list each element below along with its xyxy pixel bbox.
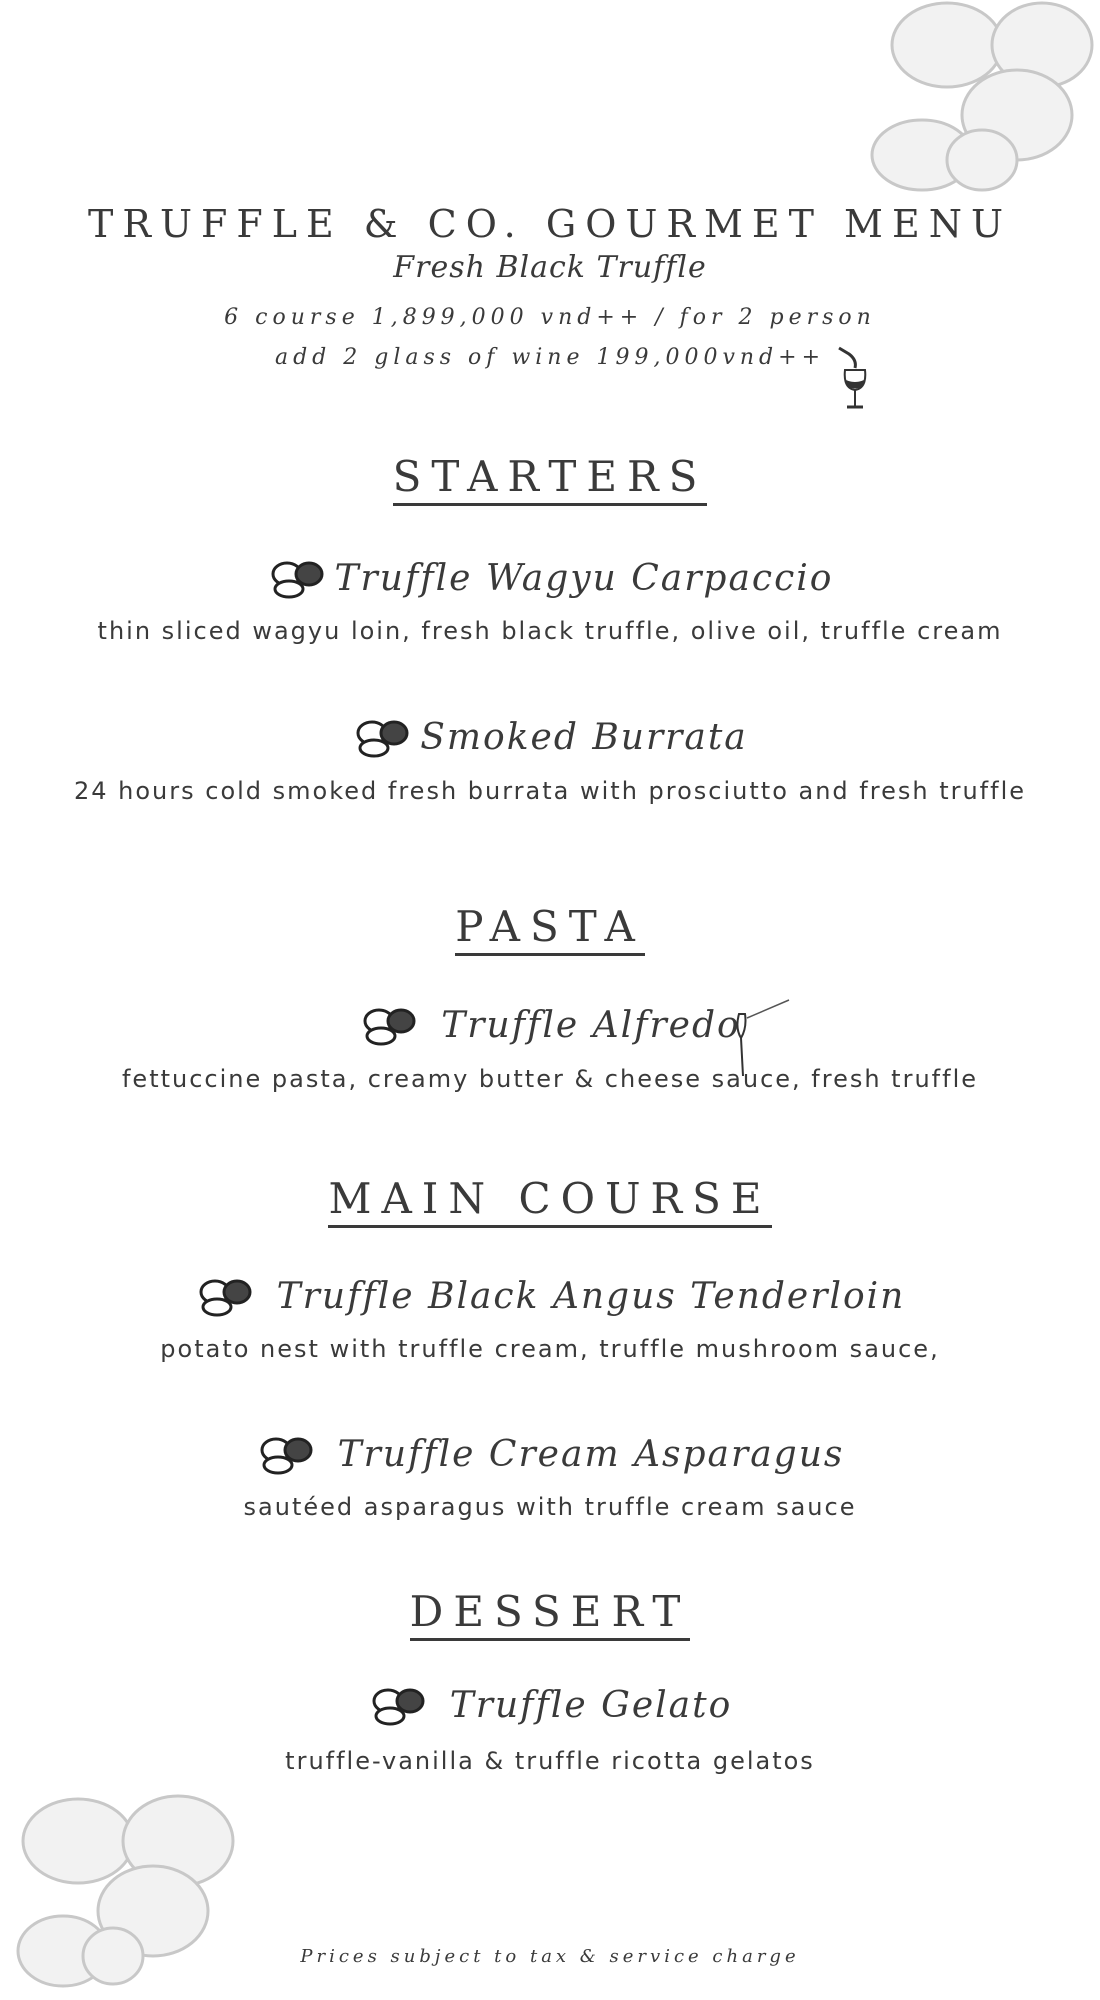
menu-title: TRUFFLE & CO. GOURMET MENU bbox=[88, 202, 1012, 246]
section-title-main-course: MAIN COURSE bbox=[0, 1174, 1100, 1223]
dish-description: 24 hours cold smoked fresh burrata with prosciutto and fresh truffle bbox=[73, 777, 1027, 805]
dish-name: Truffle Alfredo bbox=[441, 1005, 741, 1046]
truffle-icon bbox=[195, 1277, 255, 1317]
footer-note: Prices subject to tax & service charge bbox=[300, 1946, 800, 1967]
dish-name: Truffle Gelato bbox=[449, 1685, 733, 1726]
dish-description: sautéed asparagus with truffle cream sauce bbox=[243, 1493, 857, 1521]
section-title-pasta: PASTA bbox=[0, 902, 1100, 951]
price-line: 6 course 1,899,000 vnd++ / for 2 person bbox=[224, 305, 876, 330]
wine-line: add 2 glass of wine 199,000vnd++ bbox=[274, 345, 826, 370]
truffle-icon bbox=[359, 1006, 419, 1046]
menu-subtitle: Fresh Black Truffle bbox=[393, 250, 707, 285]
dish-name: Truffle Cream Asparagus bbox=[337, 1434, 845, 1475]
truffle-illustration-top bbox=[867, 0, 1097, 195]
truffle-icon bbox=[352, 718, 412, 758]
wine-glass-icon bbox=[835, 344, 875, 412]
dish-wagyu-carpaccio bbox=[0, 558, 1100, 599]
section-title-starters: STARTERS bbox=[0, 452, 1100, 501]
dish-angus-tenderloin bbox=[0, 1276, 1100, 1317]
dish-truffle-gelato bbox=[0, 1685, 1100, 1726]
truffle-icon bbox=[368, 1686, 428, 1726]
dish-name: Truffle Black Angus Tenderloin bbox=[276, 1276, 906, 1317]
truffle-icon bbox=[267, 559, 327, 599]
dish-description: fettuccine pasta, creamy butter & cheese sauce, fresh truffle bbox=[121, 1065, 978, 1093]
dish-cream-asparagus bbox=[0, 1434, 1100, 1475]
dish-name: Smoked Burrata bbox=[420, 717, 748, 758]
truffle-icon bbox=[256, 1435, 316, 1475]
section-title-dessert: DESSERT bbox=[0, 1587, 1100, 1636]
dish-description: thin sliced wagyu loin, fresh black truffle, olive oil, truffle cream bbox=[97, 617, 1003, 645]
dish-truffle-alfredo bbox=[0, 1005, 1100, 1046]
dish-description: potato nest with truffle cream, truffle mushroom sauce, bbox=[160, 1335, 940, 1363]
dish-description: truffle-vanilla & truffle ricotta gelatos bbox=[285, 1747, 815, 1775]
dish-name: Truffle Wagyu Carpaccio bbox=[334, 558, 834, 599]
dish-smoked-burrata bbox=[0, 717, 1100, 758]
